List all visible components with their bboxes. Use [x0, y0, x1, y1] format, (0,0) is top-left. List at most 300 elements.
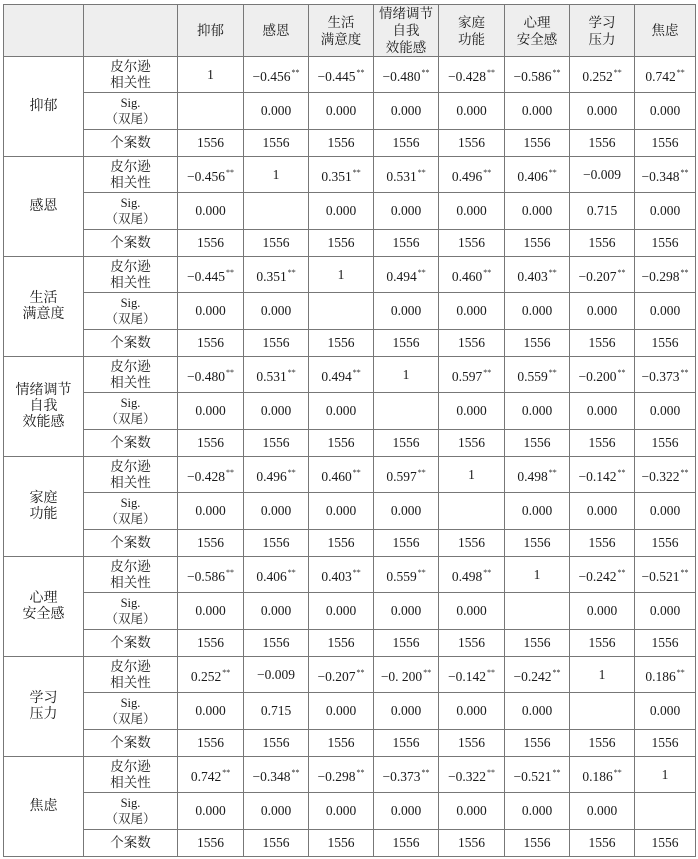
correlation-cell: [309, 757, 374, 793]
significance-marker: **: [617, 567, 626, 577]
n-cell: 1556: [635, 330, 696, 357]
sig-cell: [635, 793, 696, 830]
significance-marker: **: [680, 167, 689, 177]
stat-label-sig: [84, 693, 178, 730]
group-label-line: 压力: [29, 706, 58, 722]
correlation-cell: [178, 757, 244, 793]
column-header-line: 压力: [588, 31, 616, 47]
table-row-pearson: [4, 657, 696, 693]
table-row-sig: [4, 393, 696, 430]
n-cell: 1556: [439, 330, 505, 357]
group-label-line: 家庭: [29, 490, 58, 506]
sig-cell: 0.000: [178, 793, 244, 830]
significance-marker: **: [352, 367, 361, 377]
group-label: [4, 157, 84, 257]
significance-marker: **: [617, 267, 626, 277]
table-row-sig: [4, 93, 696, 130]
significance-marker: **: [287, 267, 296, 277]
sig-cell: 0.000: [244, 393, 309, 430]
group-label-line: 效能感: [22, 414, 65, 430]
stat-label-line: Sig.: [120, 296, 141, 310]
stat-label-line: （双尾）: [105, 312, 156, 326]
table-row-sig: [4, 793, 696, 830]
correlation-cell: [635, 157, 696, 193]
group-label-line: 焦虑: [29, 798, 58, 814]
n-cell: 1556: [439, 230, 505, 257]
stat-label-line: （双尾）: [105, 812, 156, 826]
sig-cell: 0.000: [505, 693, 570, 730]
correlation-cell: [309, 57, 374, 93]
correlation-cell: [309, 557, 374, 593]
group-label: [4, 257, 84, 357]
n-cell: 1556: [439, 130, 505, 157]
correlation-cell: [244, 57, 309, 93]
significance-marker: **: [417, 267, 426, 277]
significance-marker: **: [291, 67, 300, 77]
table-row-n: [4, 130, 696, 157]
sig-cell: 0.000: [178, 693, 244, 730]
n-cell: 1556: [374, 630, 439, 657]
stat-label-pearson: [84, 57, 178, 93]
group-label-line: 满意度: [22, 306, 65, 322]
significance-marker: **: [676, 667, 685, 677]
n-cell: 1556: [178, 430, 244, 457]
n-cell: 1556: [505, 330, 570, 357]
significance-marker: **: [552, 667, 561, 677]
sig-cell: 0.000: [374, 793, 439, 830]
significance-marker: **: [483, 267, 492, 277]
group-label: [4, 657, 84, 757]
significance-marker: **: [356, 67, 365, 77]
column-header-line: 安全感: [516, 31, 558, 47]
sig-cell: 0.000: [635, 493, 696, 530]
correlation-cell: [439, 57, 505, 93]
correlation-value: 0.186: [582, 768, 613, 784]
sig-cell: 0.000: [244, 493, 309, 530]
stat-label-line: 皮尔逊: [110, 658, 151, 674]
significance-marker: **: [423, 667, 432, 677]
n-cell: 1556: [570, 830, 635, 857]
stat-label-line: （双尾）: [105, 712, 156, 726]
correlation-cell: [244, 357, 309, 393]
sig-cell: 0.715: [244, 693, 309, 730]
stat-label-pearson: [84, 357, 178, 393]
stat-label-line: 相关性: [110, 574, 151, 590]
correlation-value: 0.403: [517, 268, 548, 284]
correlation-value: 0.559: [517, 368, 548, 384]
n-cell: 1556: [374, 530, 439, 557]
sig-cell: 0.000: [374, 193, 439, 230]
group-label-line: 安全感: [22, 606, 65, 622]
sig-cell: [178, 93, 244, 130]
sig-cell: 0.000: [439, 593, 505, 630]
sig-cell: 0.000: [244, 93, 309, 130]
group-label: [4, 757, 84, 857]
correlation-value: 1: [661, 766, 669, 782]
stat-label-pearson: [84, 657, 178, 693]
correlation-cell: [244, 657, 309, 693]
correlation-value: 0.498: [451, 568, 483, 584]
correlation-cell: [374, 657, 439, 693]
correlation-cell: [635, 357, 696, 393]
sig-cell: [439, 493, 505, 530]
significance-marker: **: [680, 567, 689, 577]
group-label-line: 学习: [29, 690, 58, 706]
correlation-value: −0.428: [187, 468, 225, 484]
table-row-n: [4, 430, 696, 457]
sig-cell: 0.000: [309, 793, 374, 830]
significance-marker: **: [417, 567, 426, 577]
significance-marker: **: [487, 767, 495, 777]
correlation-value: −0.009: [257, 666, 295, 682]
stat-label-n: 个案数: [84, 130, 178, 157]
n-cell: 1556: [505, 730, 570, 757]
correlation-cell: [374, 357, 439, 393]
correlation-table: [3, 4, 696, 857]
correlation-value: 0.531: [256, 368, 287, 384]
n-cell: 1556: [309, 330, 374, 357]
significance-marker: **: [680, 467, 689, 477]
sig-cell: 0.000: [309, 693, 374, 730]
significance-marker: **: [680, 367, 689, 377]
stat-label-pearson: [84, 157, 178, 193]
correlation-value: −0.348: [252, 768, 291, 784]
correlation-cell: [635, 757, 696, 793]
significance-marker: **: [226, 267, 234, 277]
column-header: [570, 5, 635, 57]
table-row-n: [4, 530, 696, 557]
n-cell: 1556: [570, 230, 635, 257]
table-row-pearson: [4, 157, 696, 193]
correlation-cell: [635, 57, 696, 93]
n-cell: 1556: [505, 830, 570, 857]
n-cell: 1556: [505, 130, 570, 157]
column-header-line: 满意度: [320, 31, 362, 47]
correlation-cell: [244, 457, 309, 493]
n-cell: 1556: [570, 430, 635, 457]
significance-marker: **: [287, 567, 296, 577]
correlation-value: −0.480: [187, 368, 225, 384]
stat-label-line: 皮尔逊: [110, 158, 151, 174]
sig-cell: [505, 593, 570, 630]
correlation-value: 1: [598, 666, 606, 682]
column-header: [374, 5, 439, 57]
column-header: [439, 5, 505, 57]
n-cell: 1556: [244, 830, 309, 857]
sig-cell: 0.000: [635, 93, 696, 130]
correlation-cell: [374, 257, 439, 293]
correlation-cell: [505, 557, 570, 593]
correlation-value: −0.586: [513, 68, 552, 84]
correlation-value: −0.456: [252, 68, 291, 84]
correlation-value: 0.597: [386, 468, 417, 484]
n-cell: 1556: [244, 530, 309, 557]
n-cell: 1556: [178, 330, 244, 357]
correlation-value: 0.496: [256, 468, 287, 484]
sig-cell: 0.000: [439, 693, 505, 730]
significance-marker: **: [356, 767, 365, 777]
stat-label-line: Sig.: [120, 96, 141, 110]
stat-label-line: 相关性: [110, 474, 151, 490]
stat-label-line: 皮尔逊: [110, 58, 151, 74]
column-header-line: 情绪调节: [379, 6, 433, 21]
correlation-value: 0.351: [321, 168, 352, 184]
significance-marker: **: [226, 467, 234, 477]
stat-label-sig: [84, 393, 178, 430]
n-cell: 1556: [178, 230, 244, 257]
sig-cell: 0.000: [178, 393, 244, 430]
correlation-cell: [505, 357, 570, 393]
stat-label-line: （双尾）: [105, 512, 156, 526]
significance-marker: **: [417, 167, 426, 177]
stat-label-line: 相关性: [110, 274, 151, 290]
significance-marker: **: [226, 367, 234, 377]
correlation-value: −0.009: [583, 166, 621, 182]
correlation-value: 0.406: [256, 568, 287, 584]
stat-label-n: 个案数: [84, 330, 178, 357]
correlation-value: 1: [337, 266, 345, 282]
sig-cell: 0.000: [570, 793, 635, 830]
stat-label-sig: [84, 593, 178, 630]
correlation-value: −0.586: [187, 568, 225, 584]
table-row-sig: [4, 593, 696, 630]
sig-cell: 0.000: [309, 493, 374, 530]
sig-cell: 0.000: [309, 393, 374, 430]
n-cell: 1556: [244, 230, 309, 257]
n-cell: 1556: [570, 630, 635, 657]
n-cell: 1556: [635, 530, 696, 557]
correlation-cell: [309, 357, 374, 393]
significance-marker: **: [552, 67, 561, 77]
significance-marker: **: [356, 667, 365, 677]
n-cell: 1556: [570, 130, 635, 157]
correlation-cell: [439, 357, 505, 393]
correlation-value: 0.406: [517, 168, 548, 184]
table-row-pearson: [4, 57, 696, 93]
correlation-cell: [439, 457, 505, 493]
correlation-cell: [570, 557, 635, 593]
n-cell: 1556: [505, 530, 570, 557]
correlation-value: −0.200: [578, 368, 617, 384]
sig-cell: 0.000: [244, 293, 309, 330]
n-cell: 1556: [374, 430, 439, 457]
stat-label-line: 皮尔逊: [110, 558, 151, 574]
correlation-cell: [244, 757, 309, 793]
table-row-sig: [4, 493, 696, 530]
table-row-pearson: [4, 557, 696, 593]
significance-marker: **: [548, 267, 557, 277]
n-cell: 1556: [374, 230, 439, 257]
significance-marker: **: [548, 367, 557, 377]
n-cell: 1556: [309, 130, 374, 157]
n-cell: 1556: [309, 830, 374, 857]
correlation-value: −0.373: [641, 368, 680, 384]
correlation-cell: [178, 157, 244, 193]
n-cell: 1556: [244, 430, 309, 457]
n-cell: 1556: [244, 730, 309, 757]
stat-label-pearson: [84, 757, 178, 793]
stat-label-line: 皮尔逊: [110, 358, 151, 374]
n-cell: 1556: [244, 630, 309, 657]
correlation-value: 0.742: [190, 768, 222, 784]
group-label-line: 情绪调节: [15, 382, 72, 398]
sig-cell: 0.000: [374, 93, 439, 130]
significance-marker: **: [487, 67, 495, 77]
significance-marker: **: [613, 67, 622, 77]
sig-cell: 0.715: [570, 193, 635, 230]
header-row: [4, 5, 696, 57]
correlation-cell: [374, 57, 439, 93]
significance-marker: **: [483, 167, 492, 177]
correlation-value: 0.252: [190, 668, 222, 684]
stat-label-sig: [84, 793, 178, 830]
header-corner-empty: [4, 5, 84, 57]
stat-label-line: （双尾）: [105, 112, 156, 126]
group-label-line: 生活: [29, 290, 58, 306]
correlation-cell: [570, 57, 635, 93]
stat-label-line: Sig.: [120, 396, 141, 410]
sig-cell: 0.000: [374, 493, 439, 530]
table-row-n: [4, 630, 696, 657]
n-cell: 1556: [309, 530, 374, 557]
stat-label-line: （双尾）: [105, 412, 156, 426]
n-cell: 1556: [505, 430, 570, 457]
n-cell: 1556: [570, 730, 635, 757]
stat-label-line: 相关性: [110, 774, 151, 790]
correlation-value: −0.242: [513, 668, 552, 684]
correlation-value: −0.207: [578, 268, 617, 284]
stat-label-pearson: [84, 557, 178, 593]
significance-marker: **: [222, 667, 231, 677]
n-cell: 1556: [178, 130, 244, 157]
correlation-value: −0.322: [448, 768, 486, 784]
sig-cell: 0.000: [635, 193, 696, 230]
sig-cell: 0.000: [309, 93, 374, 130]
correlation-value: −0.521: [641, 568, 680, 584]
n-cell: 1556: [244, 130, 309, 157]
correlation-cell: [505, 157, 570, 193]
sig-cell: 0.000: [570, 593, 635, 630]
significance-marker: **: [226, 167, 234, 177]
correlation-value: 0.496: [451, 168, 483, 184]
stat-label-n: 个案数: [84, 730, 178, 757]
column-header-line: 焦虑: [651, 23, 679, 38]
n-cell: 1556: [374, 730, 439, 757]
stat-label-n: 个案数: [84, 630, 178, 657]
column-header: [309, 5, 374, 57]
n-cell: 1556: [178, 530, 244, 557]
stat-label-line: （双尾）: [105, 612, 156, 626]
sig-cell: [570, 693, 635, 730]
correlation-cell: [635, 557, 696, 593]
correlation-cell: [505, 457, 570, 493]
column-header-line: 学习: [588, 14, 616, 30]
sig-cell: 0.000: [635, 593, 696, 630]
column-header-line: 家庭: [458, 14, 485, 30]
correlation-value: −0.348: [641, 168, 680, 184]
sig-cell: 0.000: [178, 593, 244, 630]
sig-cell: 0.000: [439, 393, 505, 430]
table-row-pearson: [4, 457, 696, 493]
stat-label-n: 个案数: [84, 530, 178, 557]
sig-cell: [244, 193, 309, 230]
n-cell: 1556: [439, 730, 505, 757]
stat-label-pearson: [84, 257, 178, 293]
stat-label-sig: [84, 293, 178, 330]
stat-label-line: 相关性: [110, 74, 151, 90]
table-row-n: [4, 830, 696, 857]
correlation-cell: [570, 257, 635, 293]
significance-marker: **: [552, 767, 561, 777]
column-header: [635, 5, 696, 57]
significance-marker: **: [676, 67, 685, 77]
correlation-cell: [635, 657, 696, 693]
correlation-cell: [178, 257, 244, 293]
sig-cell: 0.000: [178, 293, 244, 330]
significance-marker: **: [613, 767, 622, 777]
correlation-value: 0.559: [386, 568, 417, 584]
sig-cell: 0.000: [505, 293, 570, 330]
n-cell: 1556: [309, 630, 374, 657]
sig-cell: 0.000: [309, 593, 374, 630]
correlation-cell: [374, 457, 439, 493]
correlation-value: 0.597: [451, 368, 483, 384]
correlation-value: −0.298: [641, 268, 680, 284]
correlation-cell: [178, 457, 244, 493]
stat-label-line: Sig.: [120, 596, 141, 610]
n-cell: 1556: [439, 430, 505, 457]
correlation-value: 0.351: [256, 268, 287, 284]
stat-label-line: Sig.: [120, 496, 141, 510]
correlation-cell: [178, 357, 244, 393]
correlation-cell: [374, 557, 439, 593]
significance-marker: **: [483, 367, 492, 377]
table-row-sig: [4, 293, 696, 330]
stat-label-line: 皮尔逊: [110, 458, 151, 474]
correlation-cell: [309, 457, 374, 493]
correlation-value: −0.445: [317, 68, 356, 84]
significance-marker: **: [352, 167, 361, 177]
correlation-cell: [635, 457, 696, 493]
table-body: [4, 57, 696, 857]
stat-label-sig: [84, 93, 178, 130]
significance-marker: **: [287, 467, 296, 477]
group-label-line: 感恩: [29, 198, 58, 214]
n-cell: 1556: [309, 430, 374, 457]
significance-marker: **: [226, 567, 234, 577]
significance-marker: **: [287, 367, 296, 377]
correlation-cell: [570, 757, 635, 793]
significance-marker: **: [487, 667, 495, 677]
correlation-value: 1: [533, 566, 541, 582]
group-label: [4, 557, 84, 657]
correlation-cell: [178, 557, 244, 593]
sig-cell: 0.000: [178, 193, 244, 230]
correlation-value: −0.428: [448, 68, 486, 84]
correlation-value: −0.480: [382, 68, 421, 84]
correlation-cell: [439, 657, 505, 693]
group-label-line: 功能: [29, 506, 58, 522]
stat-label-pearson: [84, 457, 178, 493]
correlation-value: 0.460: [451, 268, 483, 284]
correlation-value: −0.445: [187, 268, 225, 284]
table-row-n: [4, 230, 696, 257]
sig-cell: [309, 293, 374, 330]
column-header-line: 心理: [523, 14, 551, 30]
correlation-value: −0.207: [317, 668, 356, 684]
correlation-value: 0.498: [517, 468, 548, 484]
significance-marker: **: [680, 267, 689, 277]
